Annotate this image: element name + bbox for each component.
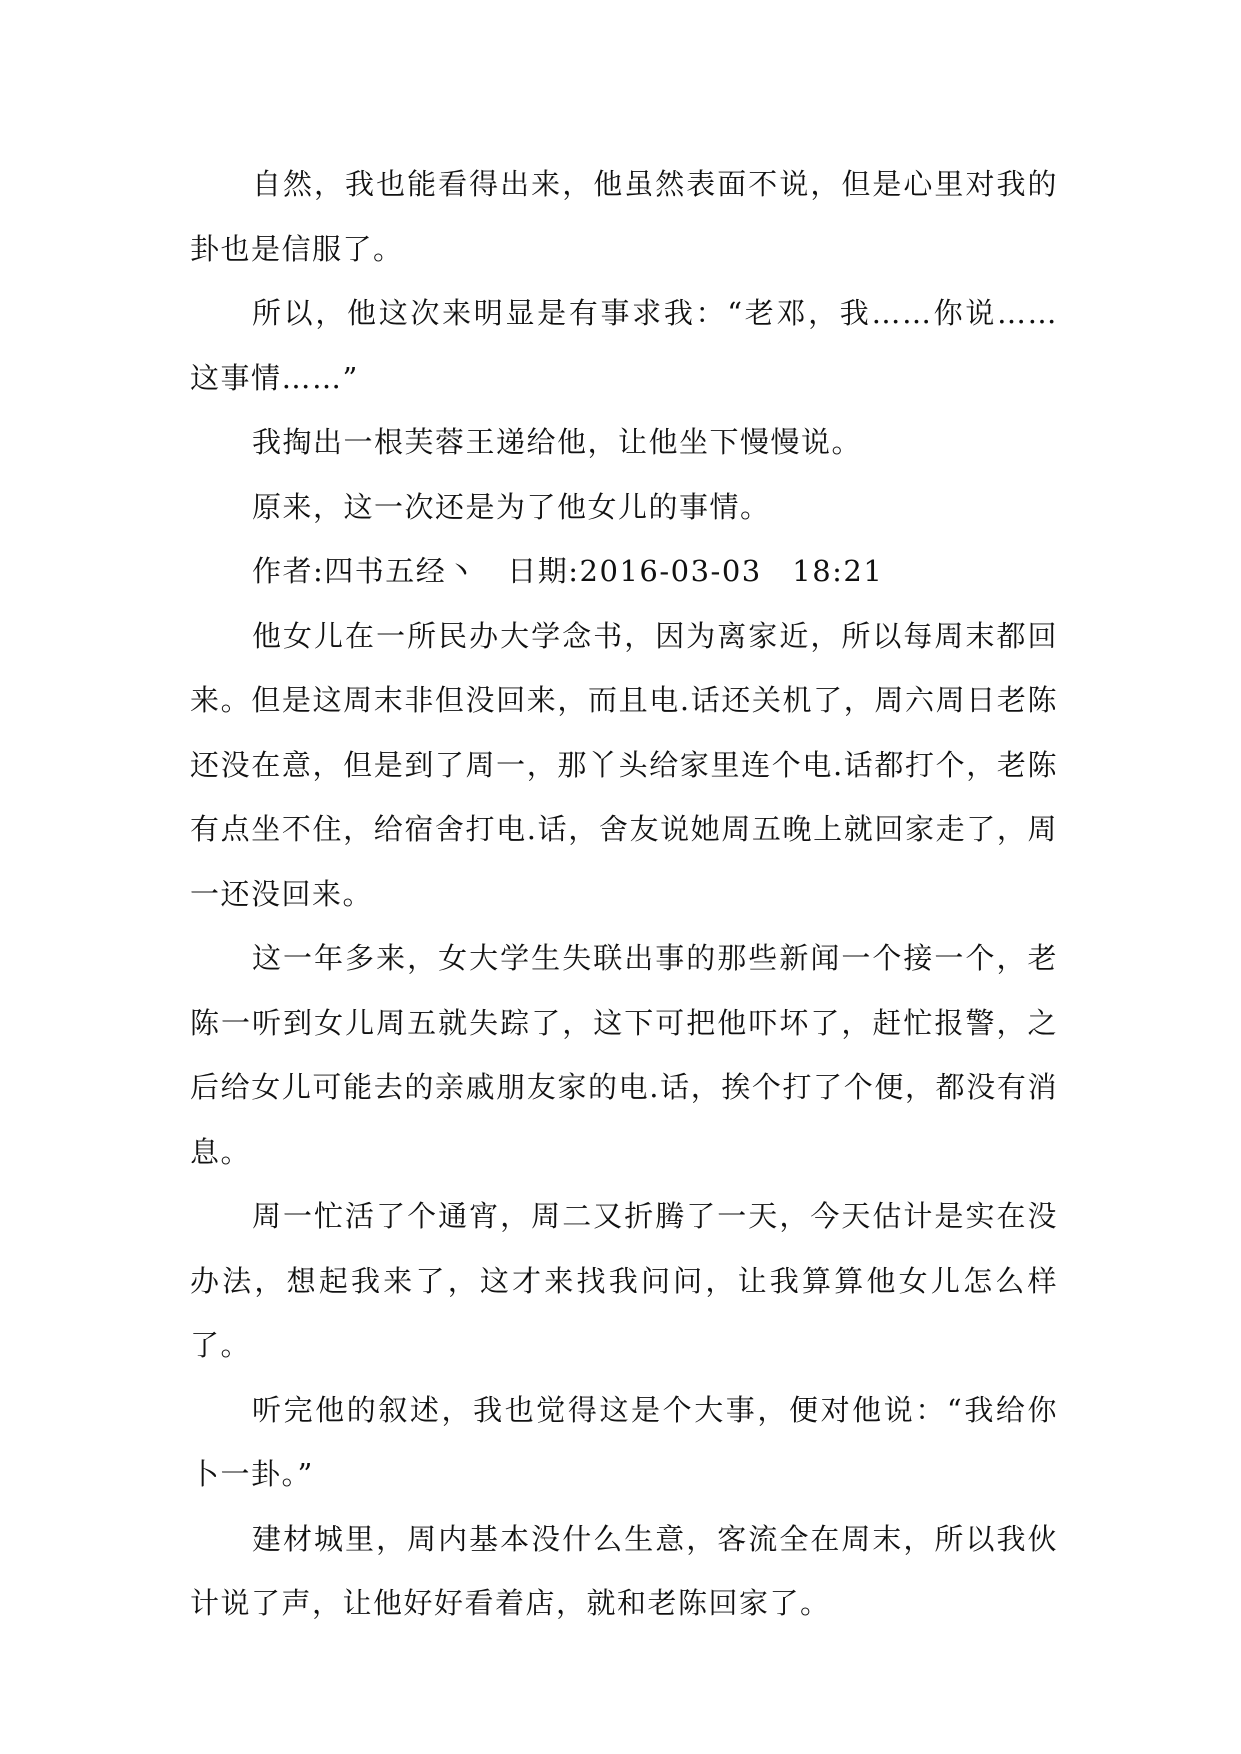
paragraph: 我掏出一根芙蓉王递给他，让他坐下慢慢说。 xyxy=(252,425,863,459)
paragraph: 原来，这一次还是为了他女儿的事情。 xyxy=(252,489,771,524)
paragraph: 他女儿在一所民办大学念书，因为离家近，所以每周末都回来。但是这周末非但没回来，而且电.话还关机了，周六周日老陈还没在意，但是到了周一，那丫头给家里连个电.话都打个，老陈有点坐不住，给宿舍打电.话，舍友说她周五晚上就回家走了，周一还没回来。 xyxy=(190,618,1058,911)
paragraph: 周一忙活了个通宵，周二又折腾了一天，今天估计是实在没办法，想起我来了，这才来找我问问，让我算算他女儿怎么样了。 xyxy=(190,1199,1058,1362)
paragraph: 所以，他这次来明显是有事求我：“老邓，我……你说……这事情……” xyxy=(190,296,1058,395)
paragraph: 建材城里，周内基本没什么生意，客流全在周末，所以我伙计说了声，让他好好看着店，就和老陈回家了。 xyxy=(190,1521,1058,1620)
author-date-line: 作者:四书五经丶 日期:2016-03-03 18:21 xyxy=(252,554,884,588)
document-body xyxy=(190,152,1058,1636)
paragraph: 自然，我也能看得出来，他虽然表面不说，但是心里对我的卦也是信服了。 xyxy=(190,167,1058,266)
paragraph: 听完他的叙述，我也觉得这是个大事，便对他说：“我给你卜一卦。” xyxy=(190,1392,1058,1491)
paragraph: 这一年多来，女大学生失联出事的那些新闻一个接一个，老陈一听到女儿周五就失踪了，这下可把他吓坏了，赶忙报警，之后给女儿可能去的亲戚朋友家的电.话，挨个打了个便，都没有消息。 xyxy=(190,941,1058,1169)
